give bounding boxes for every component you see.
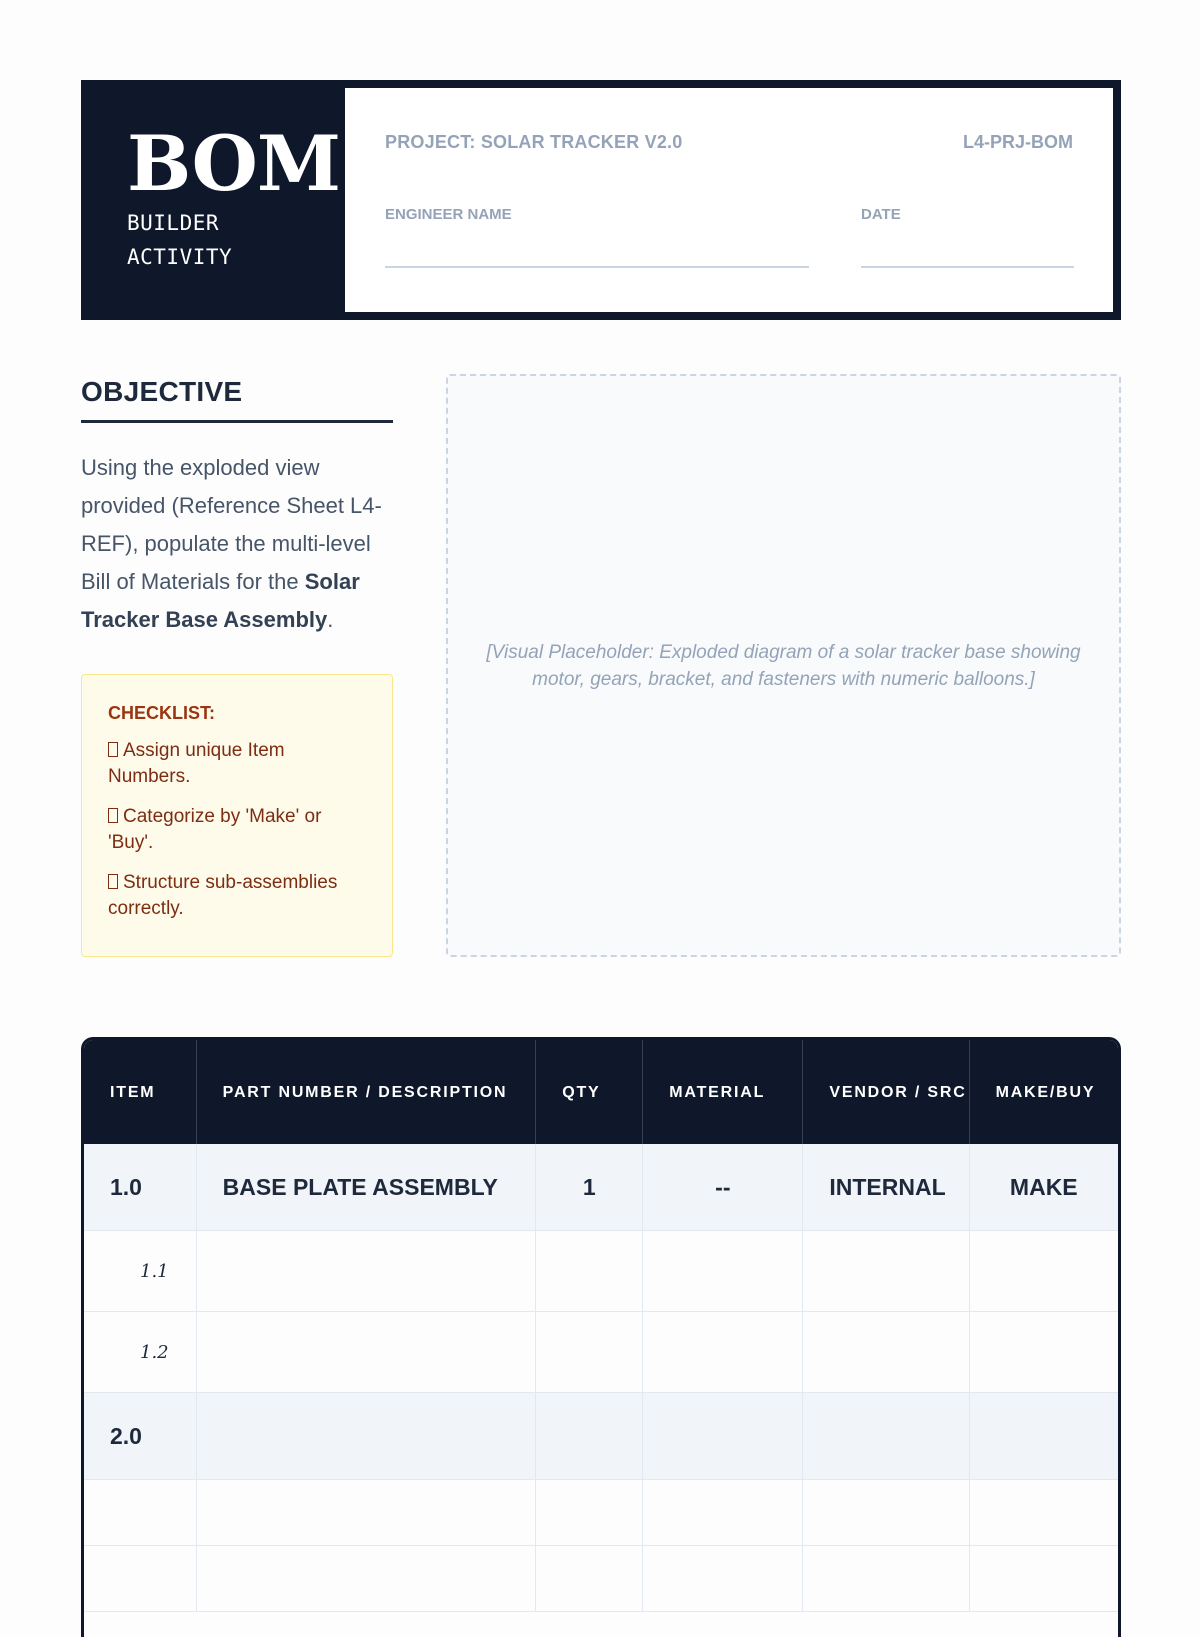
cell-qty[interactable] xyxy=(536,1231,643,1312)
checklist-item xyxy=(108,738,366,790)
cell-description[interactable] xyxy=(196,1546,536,1612)
objective-text-end: . xyxy=(327,607,334,632)
cell-vendor[interactable] xyxy=(803,1480,969,1546)
table-row xyxy=(84,1546,1118,1612)
checklist-item-text: Categorize by 'Make' or 'Buy'. xyxy=(108,806,322,853)
cell-description[interactable] xyxy=(196,1480,536,1546)
column-header-qty: QTY xyxy=(536,1040,643,1144)
cell-description[interactable] xyxy=(196,1312,536,1393)
checklist-item xyxy=(108,870,366,922)
cell-make-buy[interactable] xyxy=(969,1480,1118,1546)
brand-subtitle-line-2: ACTIVITY xyxy=(127,245,233,269)
header-info-panel xyxy=(345,88,1113,312)
brand-block xyxy=(127,119,340,274)
column-header-make-buy: MAKE/BUY xyxy=(969,1040,1118,1144)
checkbox-icon[interactable] xyxy=(108,874,118,889)
checklist-item-text: Assign unique Item Numbers. xyxy=(108,740,285,787)
table-row xyxy=(84,1144,1118,1231)
engineer-name-label: ENGINEER NAME xyxy=(385,206,512,223)
bom-table xyxy=(81,1037,1121,1637)
worksheet-header xyxy=(81,80,1121,320)
cell-item[interactable] xyxy=(84,1546,196,1612)
engineer-name-field[interactable] xyxy=(385,206,809,270)
date-label: DATE xyxy=(861,206,901,223)
cell-item[interactable] xyxy=(84,1480,196,1546)
objective-section xyxy=(81,376,393,639)
cell-qty: 1 xyxy=(536,1144,643,1231)
brand-title: BOM xyxy=(127,119,340,208)
cell-material[interactable] xyxy=(643,1546,803,1612)
table-row xyxy=(84,1312,1118,1393)
column-header-material: MATERIAL xyxy=(643,1040,803,1144)
cell-item: 1.0 xyxy=(84,1144,196,1231)
checklist-item xyxy=(108,804,366,856)
cell-vendor: INTERNAL xyxy=(803,1144,969,1231)
date-field[interactable] xyxy=(861,206,1074,270)
checklist-item-text: Structure sub-assemblies correctly. xyxy=(108,872,338,919)
cell-material[interactable] xyxy=(643,1231,803,1312)
checkbox-icon[interactable] xyxy=(108,808,118,823)
cell-description[interactable] xyxy=(196,1231,536,1312)
brand-subtitle-line-1: BUILDER xyxy=(127,211,220,235)
document-code: L4-PRJ-BOM xyxy=(962,132,1073,152)
cell-item: 1.2 xyxy=(84,1312,196,1393)
cell-material: -- xyxy=(643,1144,803,1231)
cell-qty[interactable] xyxy=(536,1312,643,1393)
cell-vendor[interactable] xyxy=(803,1231,969,1312)
cell-description[interactable] xyxy=(196,1393,536,1480)
table-header-row xyxy=(84,1040,1118,1144)
cell-make-buy: MAKE xyxy=(969,1144,1118,1231)
cell-make-buy[interactable] xyxy=(969,1231,1118,1312)
checkbox-icon[interactable] xyxy=(108,742,118,757)
table-row xyxy=(84,1231,1118,1312)
cell-vendor[interactable] xyxy=(803,1393,969,1480)
cell-item: 1.1 xyxy=(84,1231,196,1312)
table-row xyxy=(84,1480,1118,1546)
exploded-diagram-placeholder xyxy=(446,374,1121,957)
objective-text xyxy=(81,449,393,639)
cell-material[interactable] xyxy=(643,1312,803,1393)
column-header-description: PART NUMBER / DESCRIPTION xyxy=(196,1040,536,1144)
project-title: PROJECT: SOLAR TRACKER V2.0 xyxy=(385,132,683,152)
column-header-vendor: VENDOR / SRC xyxy=(803,1040,969,1144)
cell-make-buy[interactable] xyxy=(969,1312,1118,1393)
date-line[interactable] xyxy=(861,266,1074,268)
placeholder-caption: [Visual Placeholder: Exploded diagram of a solar tracker base showing motor, gears, bracket, and fasteners with numeric balloons.] xyxy=(486,641,1081,690)
checklist-title: CHECKLIST: xyxy=(108,703,215,723)
cell-make-buy[interactable] xyxy=(969,1393,1118,1480)
cell-item: 2.0 xyxy=(84,1393,196,1480)
objective-text-bold: Solar Tracker Base Assembly xyxy=(81,569,360,632)
engineer-name-line[interactable] xyxy=(385,266,809,268)
cell-qty[interactable] xyxy=(536,1546,643,1612)
cell-make-buy[interactable] xyxy=(969,1546,1118,1612)
checklist-box xyxy=(81,674,393,957)
objective-text-start: Using the exploded view provided (Reference Sheet L4-REF), populate the multi-level Bill of Materials for the xyxy=(81,455,382,594)
cell-description: BASE PLATE ASSEMBLY xyxy=(196,1144,536,1231)
cell-vendor[interactable] xyxy=(803,1546,969,1612)
cell-qty[interactable] xyxy=(536,1480,643,1546)
table-row xyxy=(84,1393,1118,1480)
column-header-item: ITEM xyxy=(84,1040,196,1144)
cell-material[interactable] xyxy=(643,1480,803,1546)
cell-vendor[interactable] xyxy=(803,1312,969,1393)
cell-qty[interactable] xyxy=(536,1393,643,1480)
objective-heading: OBJECTIVE xyxy=(81,376,393,423)
cell-material[interactable] xyxy=(643,1393,803,1480)
